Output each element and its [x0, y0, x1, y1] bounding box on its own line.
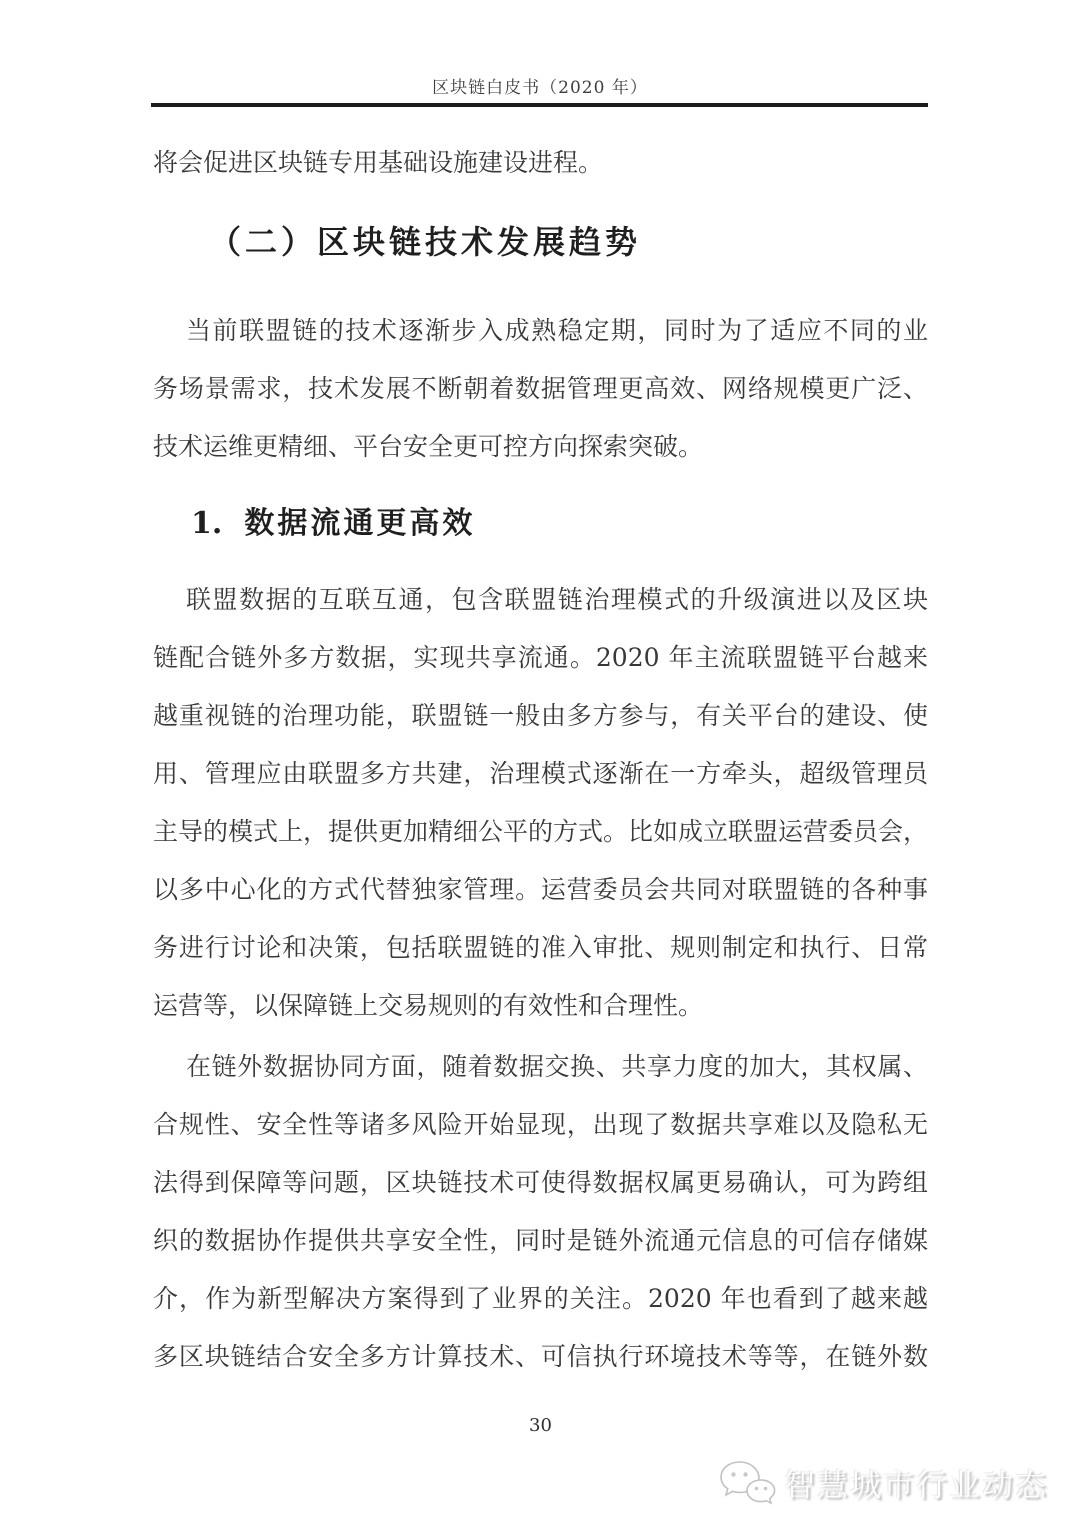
- document-content: [153, 134, 928, 1386]
- subsection-title: 数据流通更高效: [244, 506, 476, 541]
- body-line: 务场景需求，技术发展不断朝着数据管理更高效、网络规模更广泛、: [153, 374, 928, 403]
- body-line: 法得到保障等问题，区块链技术可使得数据权属更易确认，可为跨组: [153, 1168, 928, 1197]
- paragraph-trends: [153, 302, 928, 476]
- body-line: 技术运维更精细、平台安全更可控方向探索突破。: [153, 432, 704, 461]
- section-heading: （二）区块链技术发展趋势: [209, 223, 642, 261]
- watermark-label: 智慧城市行业动态: [784, 1467, 1048, 1504]
- body-line: 在链外数据协同方面，随着数据交换、共享力度的加大，其权属、: [186, 1052, 928, 1081]
- body-line: 运营等，以保障链上交易规则的有效性和合理性。: [153, 991, 704, 1020]
- header-rule: [151, 103, 928, 107]
- body-line: 织的数据协作提供共享安全性，同时是链外流通元信息的可信存储媒: [153, 1226, 928, 1255]
- body-line: 多区块链结合安全多方计算技术、可信执行环境技术等等，在链外数: [153, 1342, 928, 1371]
- body-line: 联盟数据的互联互通，包含联盟链治理模式的升级演进以及区块: [186, 585, 928, 614]
- subsection-number: 1.: [191, 506, 223, 541]
- watermark: [718, 1458, 1048, 1506]
- body-line: 主导的模式上，提供更加精细公平的方式。比如成立联盟运营委员会，: [153, 817, 929, 846]
- body-line: 介，作为新型解决方案得到了业界的关注。2020 年也看到了越来越: [153, 1284, 928, 1313]
- body-line: 当前联盟链的技术逐渐步入成熟稳定期，同时为了适应不同的业: [186, 316, 928, 345]
- body-line: 合规性、安全性等诸多风险开始显现，出现了数据共享难以及隐私无: [153, 1110, 928, 1139]
- body-line: 将会促进区块链专用基础设施建设进程。: [153, 148, 604, 177]
- page-number: 30: [529, 1415, 552, 1436]
- paragraph-offchain-data: [153, 1038, 928, 1386]
- header-title: 区块链白皮书（2020 年）: [432, 78, 648, 98]
- wechat-chat-bubbles-icon: [718, 1458, 776, 1506]
- page-header: [0, 0, 1080, 107]
- subsection-heading: [191, 501, 928, 547]
- paragraph-continuation: [153, 134, 928, 192]
- body-line: 务进行讨论和决策，包括联盟链的准入审批、规则制定和执行、日常: [153, 933, 928, 962]
- body-line: 以多中心化的方式代替独家管理。运营委员会共同对联盟链的各种事: [153, 875, 928, 904]
- body-line: 越重视链的治理功能，联盟链一般由多方参与，有关平台的建设、使: [153, 701, 928, 730]
- body-line: 用、管理应由联盟多方共建，治理模式逐渐在一方牵头，超级管理员: [153, 759, 928, 788]
- paragraph-data-circulation: [153, 571, 928, 1035]
- body-line: 链配合链外多方数据，实现共享流通。2020 年主流联盟链平台越来: [153, 643, 928, 672]
